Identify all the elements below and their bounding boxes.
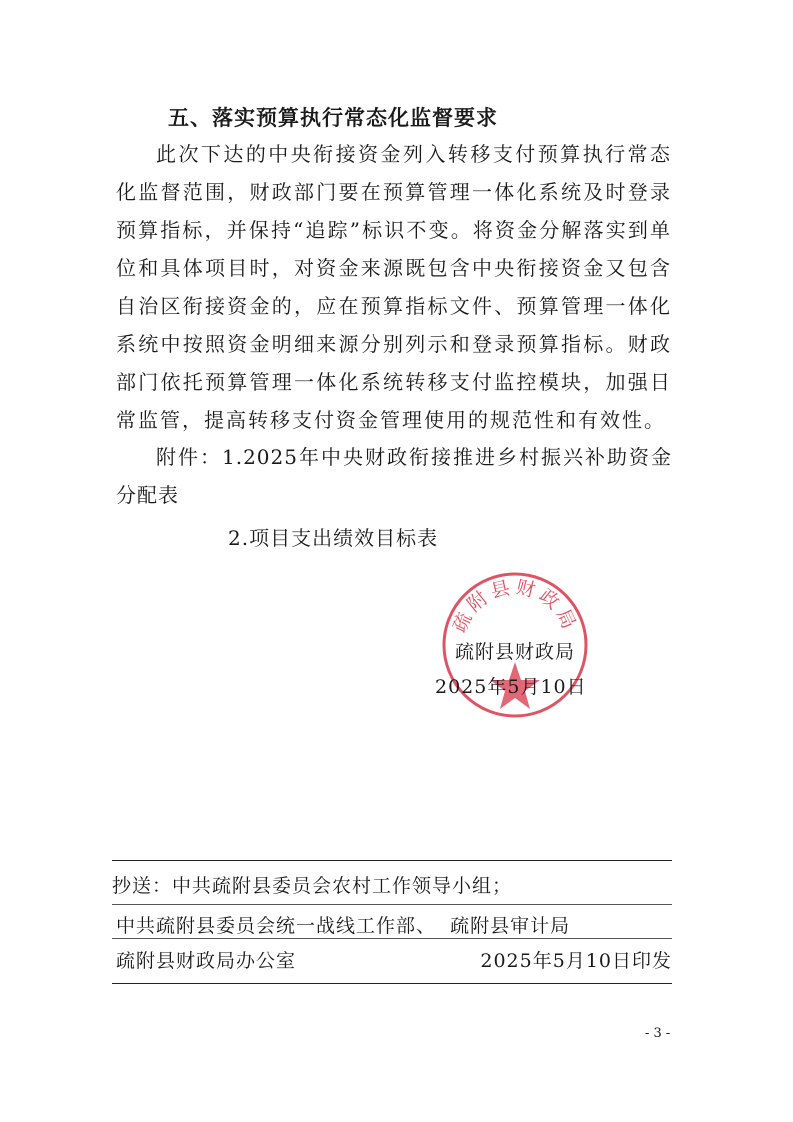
seal-text: 疏附县财政局 [448, 576, 582, 636]
attachment-1: 附件：1.2025年中央财政衔接推进乡村振兴补助资金分配表 [116, 445, 672, 507]
svg-text:疏附县财政局 [449, 576, 582, 636]
divider-middle-1 [112, 904, 672, 905]
copy-to-line-1: 抄送：中共疏附县委员会农村工作领导小组； [112, 875, 513, 897]
section-heading: 五、落实预算执行常态化监督要求 [168, 106, 498, 130]
issuing-office: 疏附县财政局办公室 [116, 950, 297, 972]
divider-top [112, 860, 672, 861]
divider-middle-2 [112, 938, 672, 939]
copy-to-line-2: 中共疏附县委员会统一战线工作部、 疏附县审计局 [116, 915, 571, 937]
supervision-paragraph: 此次下达的中央衔接资金列入转移支付预算执行常态化监督范围，财政部门要在预算管理一体化系统及时登录预算指标，并保持“追踪”标识不变。将资金分解落实到单位和具体项目时，对资金来源既包含中央衔接资金又包含自治区衔接资金的，应在预算指标文件、预算管理一体化系统中按照资金明细来源分别列示和登录预算指标。财政部门依托预算管理一体化系统转移支付监控模块，加强日常监管，提高转移支付资金管理使用的规范性和有效性。 [116, 142, 672, 432]
attachment-2: 2.项目支出绩效目标表 [228, 526, 439, 550]
page-number: - 3 - [645, 1026, 671, 1041]
signing-organization: 疏附县财政局 [455, 641, 576, 663]
print-date: 2025年5月10日印发 [480, 950, 672, 972]
signing-date: 2025年5月10日 [435, 676, 587, 698]
divider-bottom [112, 983, 672, 984]
